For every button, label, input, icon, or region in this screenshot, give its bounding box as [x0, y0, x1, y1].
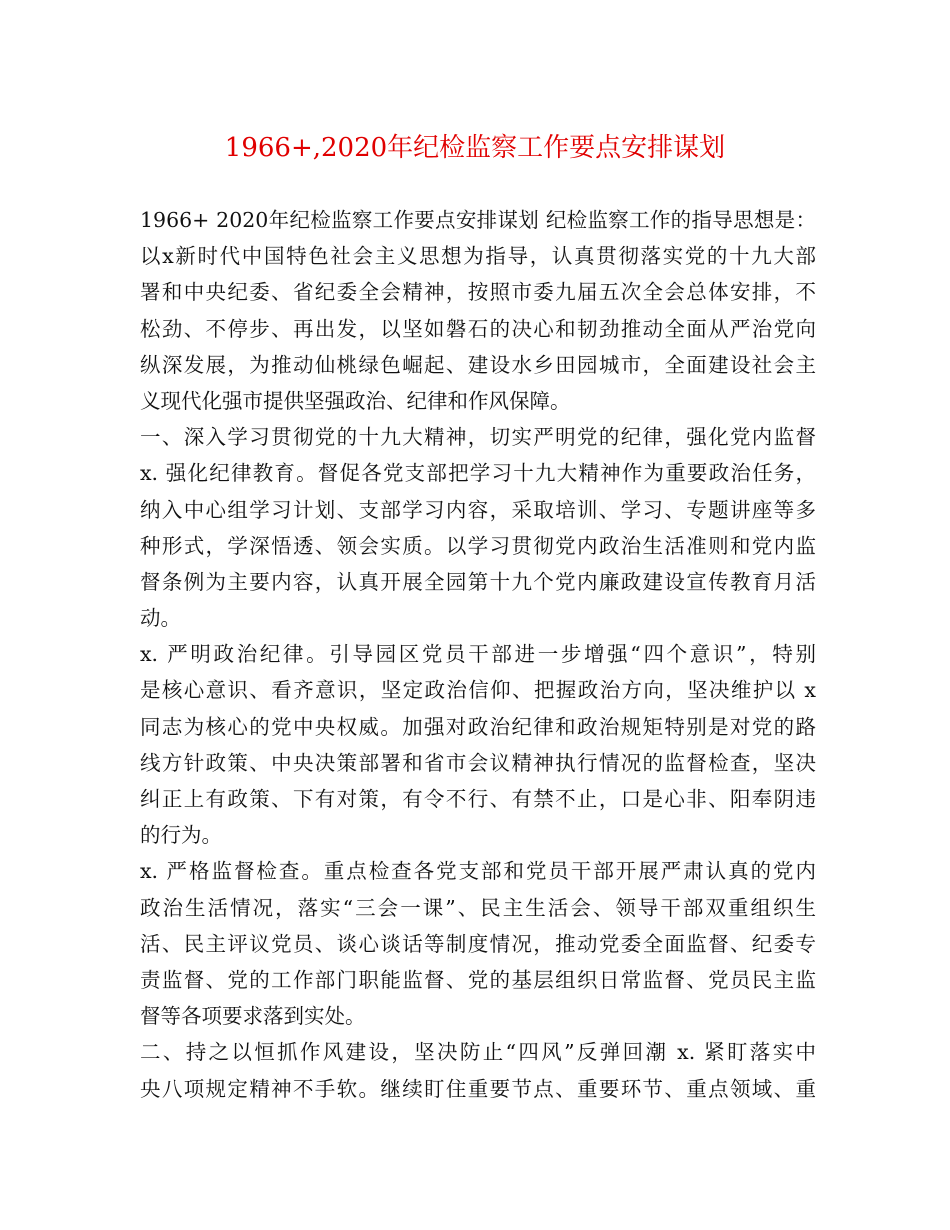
- body-line: 纵深发展，为推动仙桃绿色崛起、建设水乡田园城市，全面建设社会主: [140, 352, 816, 377]
- document-title: 1966+,2020年纪检监察工作要点安排谋划: [224, 133, 726, 163]
- body-line: 纠正上有政策、下有对策，有令不行、有禁不止，口是心非、阳奉阴违: [140, 787, 816, 811]
- body-line: 1966+ 2020年纪检监察工作要点安排谋划 纪检监察工作的指导思想是：: [140, 208, 816, 232]
- body-line: x. 严明政治纪律。引导园区党员干部进一步增强“四个意识”，特别: [140, 642, 816, 667]
- document-body: [140, 202, 816, 1107]
- body-line: 是核心意识、看齐意识，坚定政治信仰、把握政治方向，坚决维护以 x: [140, 678, 816, 703]
- body-line: 责监督、党的工作部门职能监督、党的基层组织日常监督、党员民主监: [140, 967, 816, 992]
- body-line: 督等各项要求落到实处。: [140, 1004, 366, 1029]
- body-line: 活、民主评议党员、谈心谈话等制度情况，推动党委全面监督、纪委专: [140, 931, 816, 956]
- body-line: 义现代化强市提供坚强政治、纪律和作风保障。: [140, 388, 571, 413]
- body-line: 政治生活情况，落实“三会一课”、民主生活会、领导干部双重组织生: [140, 895, 816, 920]
- body-line: 的行为。: [140, 823, 222, 848]
- body-line: x. 强化纪律教育。督促各党支部把学习十九大精神作为重要政治任务，: [140, 461, 816, 486]
- body-line: 纳入中心组学习计划、支部学习内容，采取培训、学习、专题讲座等多: [140, 497, 816, 522]
- body-line: 督条例为主要内容，认真开展全园第十九个党内廉政建设宣传教育月活: [140, 569, 816, 594]
- body-line: 二、持之以恒抓作风建设，坚决防止“四风”反弹回潮 x. 紧盯落实中: [140, 1040, 816, 1065]
- body-line: 一、深入学习贯彻党的十九大精神，切实严明党的纪律，强化党内监督: [140, 425, 816, 450]
- body-line: 动。: [140, 606, 181, 631]
- body-line: 种形式，学深悟透、领会实质。以学习贯彻党内政治生活准则和党内监: [140, 533, 816, 558]
- body-line: 线方针政策、中央决策部署和省市会议精神执行情况的监督检查，坚决: [140, 750, 816, 775]
- body-line: 署和中央纪委、省纪委全会精神，按照市委九届五次全会总体安排，不: [140, 280, 816, 305]
- body-line: 以x新时代中国特色社会主义思想为指导，认真贯彻落实党的十九大部: [140, 244, 816, 269]
- body-line: x. 严格监督检查。重点检查各党支部和党员干部开展严肃认真的党内: [140, 859, 816, 884]
- body-line: 央八项规定精神不手软。继续盯住重要节点、重要环节、重点领域、重: [140, 1076, 816, 1101]
- body-line: 同志为核心的党中央权威。加强对政治纪律和政治规矩特别是对党的路: [140, 714, 816, 739]
- body-line: 松劲、不停步、再出发，以坚如磐石的决心和韧劲推动全面从严治党向: [140, 316, 816, 341]
